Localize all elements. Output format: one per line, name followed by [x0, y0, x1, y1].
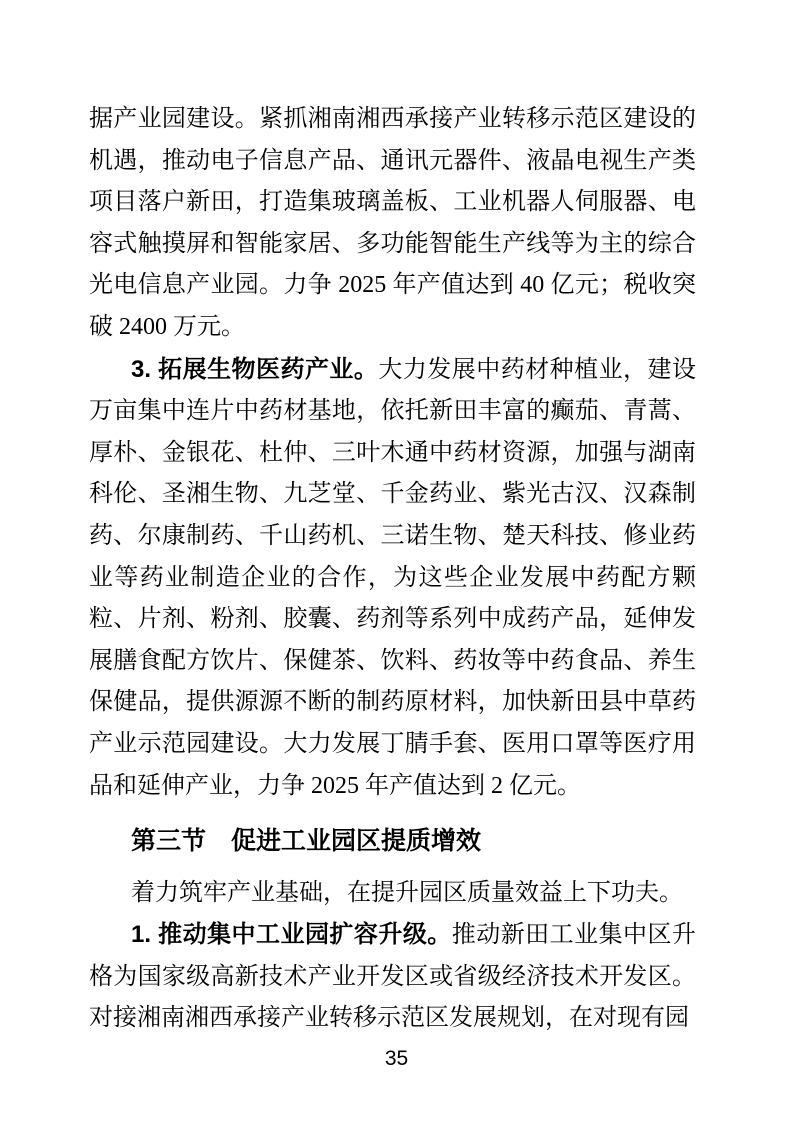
paragraph-lead-bold: 1. 推动集中工业园扩容升级。	[131, 921, 452, 949]
paragraph-text: 大力发展中药材种植业，建设万亩集中连片中药材基地，依托新田丰富的癫茄、青蒿、厚朴、金银花、杜仲、三叶木通中药材资源，加强与湖南科伦、圣湘生物、九芝堂、千金药业、紫光古汉、汉森制药、尔康制药、千山药机、三诺生物、楚天科技、修业药业等药业制造企业的合作，为这些企业发展中药配方颗粒、片剂、粉剂、胶囊、药剂等系列中成药产品，延伸发展膳食配方饮片、保健茶、饮料、药妆等中药食品、养生保健品，提供源源不断的制药原材料，加快新田县中草药产业示范园建设。大力发展丁腈手套、医用口罩等医疗用品和延伸产业，力争 2025 年产值达到 2 亿元。	[89, 356, 696, 799]
page-number: 35	[384, 1047, 409, 1070]
body-paragraph-continuation: 据产业园建设。紧抓湘南湘西承接产业转移示范区建设的机遇，推动电子信息产品、通讯元器件、液晶电视生产类项目落户新田，打造集玻璃盖板、工业机器人伺服器、电容式触摸屏和智能家居、多功能智能生产线等为主的综合光电信息产业园。力争 2025 年产值达到 40 亿元；税收突破 2400 万元。	[89, 106, 696, 340]
paragraph-lead-bold: 3. 拓展生物医药产业。	[131, 355, 379, 383]
body-paragraph-intro: 着力筑牢产业基础，在提升园区质量效益上下功夫。	[131, 879, 683, 906]
text-block	[89, 99, 696, 1040]
body-paragraph-industrial-park	[89, 914, 696, 1040]
body-paragraph-biomedicine	[89, 349, 696, 808]
paragraph-text: 推动新田工业集中区升格为国家级高新技术产业开发区或省级经济技术开发区。对接湘南湘西承接产业转移示范区发展规划，在对现有园	[89, 922, 696, 1032]
section-heading: 第三节 促进工业园区提质增效	[131, 827, 482, 856]
